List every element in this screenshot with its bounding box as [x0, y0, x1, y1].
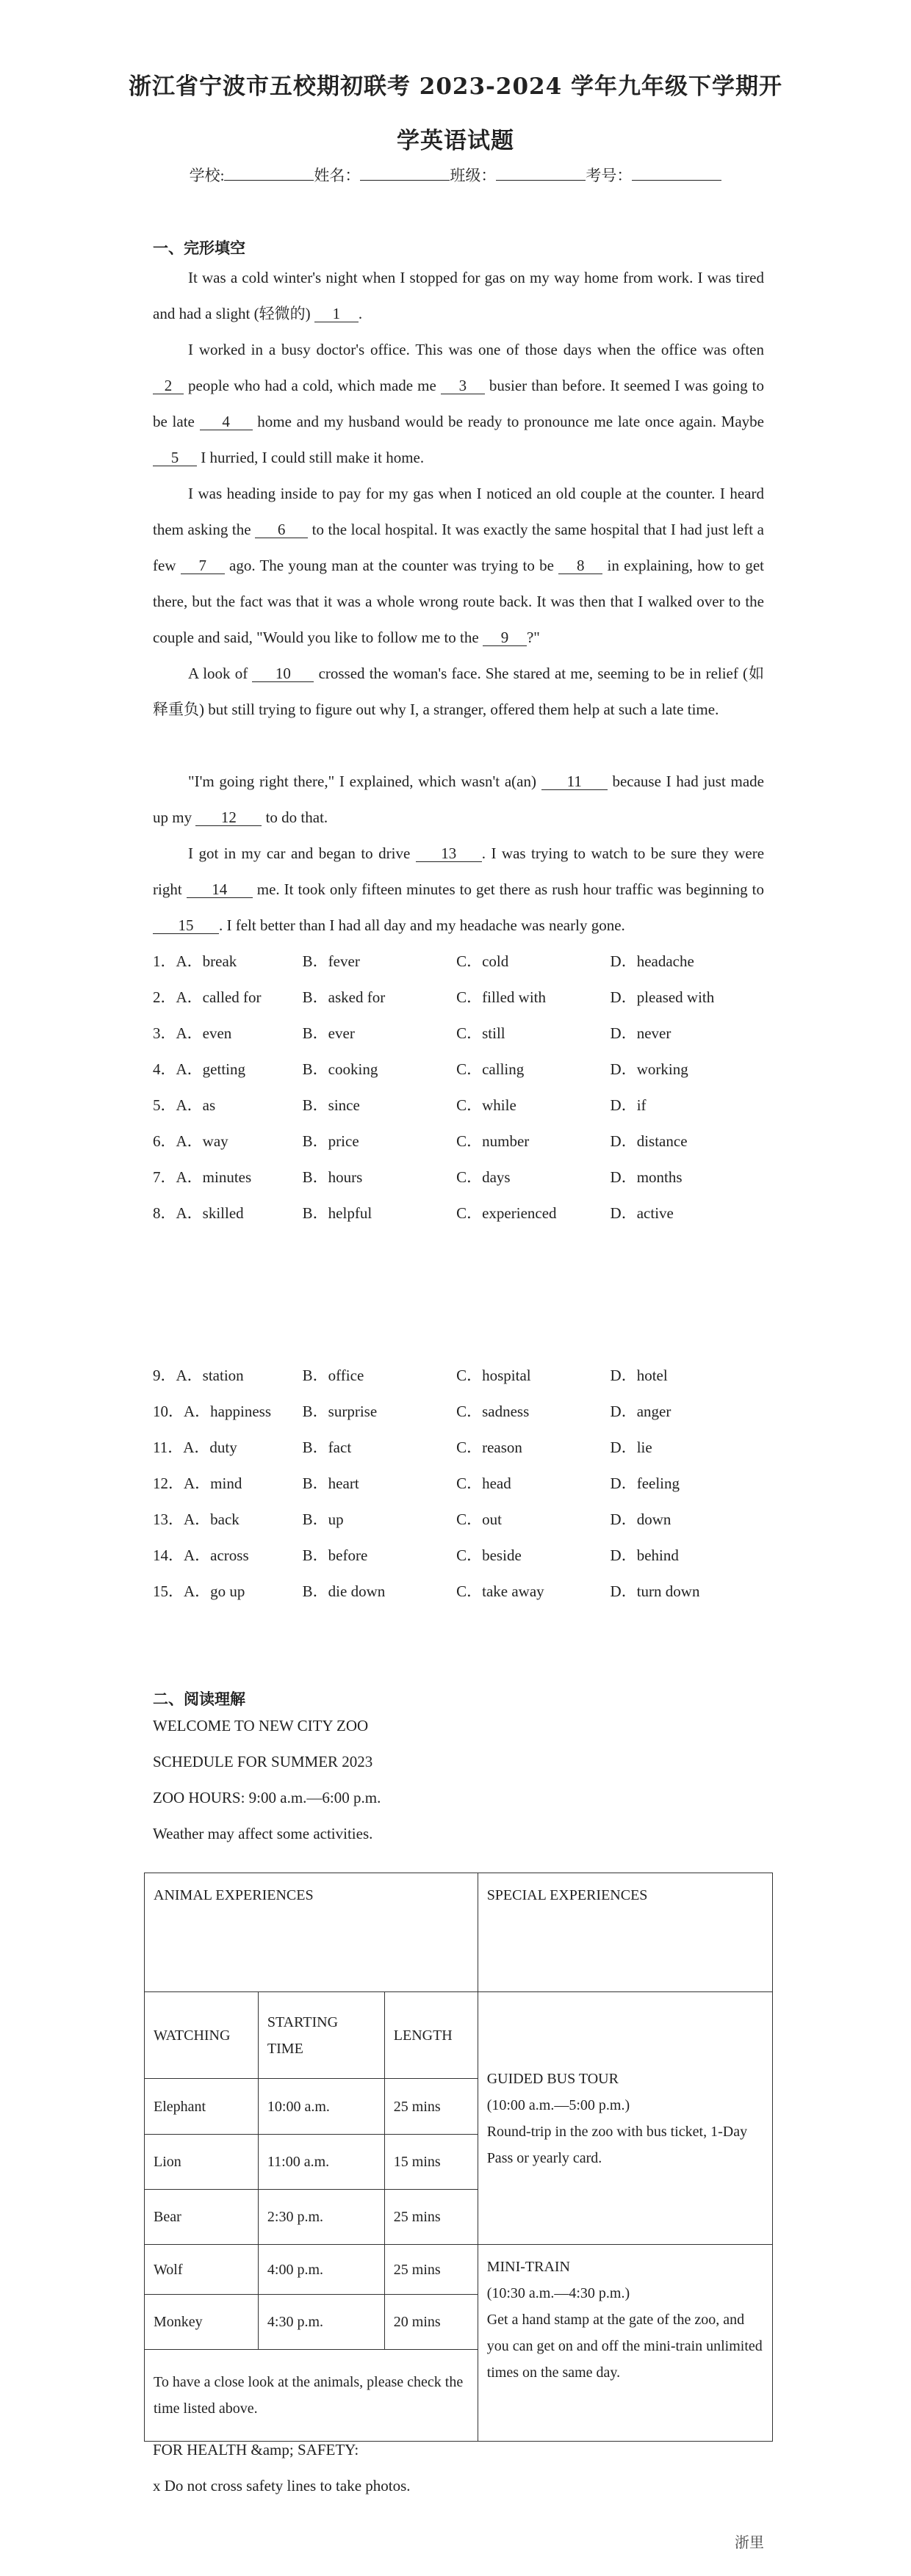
blank-5[interactable]: 5: [153, 449, 197, 466]
option-d[interactable]: D．distance: [610, 1132, 688, 1150]
blank-9[interactable]: 9: [483, 629, 527, 646]
question-row: 7．A．minutes B．hours C．days D．months: [153, 1158, 764, 1194]
option-b[interactable]: B．die down: [302, 1582, 386, 1600]
option-b[interactable]: B．before: [302, 1546, 368, 1564]
question-row: 6．A．way B．price C．number D．distance: [153, 1122, 764, 1158]
cloze-paragraph-6: I got in my car and began to drive 13 . I was trying to watch to be sure they were right 14 me. It took only fifteen minutes to get there as rush hour traffic was beginning to 15 . I felt better than I had all day and my headache was nearly gone.: [153, 844, 765, 934]
option-c[interactable]: C．cold: [456, 952, 509, 970]
start-time: 2:30 p.m.: [258, 2190, 384, 2245]
question-row: 9．A．station B．office C．hospital D．hotel: [153, 1356, 764, 1392]
health-safety-rule: x Do not cross safety lines to take photos.: [153, 2477, 411, 2494]
option-b[interactable]: B．fever: [302, 952, 360, 970]
blank-13[interactable]: 13: [416, 845, 482, 862]
option-b[interactable]: B．office: [302, 1366, 364, 1384]
class-label: 班级：: [450, 167, 497, 184]
blank-8[interactable]: 8: [558, 557, 602, 574]
mini-train-cell: [478, 2245, 772, 2442]
option-d[interactable]: D．pleased with: [610, 988, 715, 1006]
start-time: 11:00 a.m.: [258, 2135, 384, 2190]
class-blank[interactable]: [496, 165, 586, 181]
question-row: 11．A．duty B．fact C．reason D．lie: [153, 1428, 764, 1464]
option-c[interactable]: C．calling: [456, 1060, 525, 1078]
question-row: 13．A．back B．up C．out D．down: [153, 1500, 764, 1536]
question-row: 5．A．as B．since C．while D．if: [153, 1086, 764, 1122]
option-c[interactable]: C．sadness: [456, 1402, 530, 1420]
option-a: A．skilled: [176, 1204, 244, 1222]
blank-6[interactable]: 6: [255, 521, 308, 538]
option-c[interactable]: C．experienced: [456, 1204, 557, 1222]
blank-12[interactable]: 12: [195, 809, 262, 826]
option-c[interactable]: C．still: [456, 1024, 505, 1042]
blank-7[interactable]: 7: [181, 557, 225, 574]
option-c[interactable]: C．while: [456, 1096, 516, 1114]
option-c[interactable]: C．reason: [456, 1438, 522, 1456]
option-d[interactable]: D．lie: [610, 1438, 652, 1456]
bus-tour-title: GUIDED BUS TOUR: [486, 2070, 619, 2087]
zoo-schedule-table: [144, 1873, 773, 2442]
zoo-schedule: SCHEDULE FOR SUMMER 2023: [153, 1753, 373, 1770]
cloze-paragraph-3: I was heading inside to pay for my gas when I noticed an old couple at the counter. I heard them asking the 6 to the local hospital. It was exactly the same hospital that I had just left a few 7 ago. The young man at the counter was trying to be 8 in explaining, how to get there, but the fact was that it was a whole wrong route back. It was then that I walked over to the couple and said, "Would you like to follow me to the 9 ?": [153, 485, 764, 646]
question-row: 12．A．mind B．heart C．head D．feeling: [153, 1464, 764, 1500]
blank-11[interactable]: 11: [541, 773, 608, 790]
option-b[interactable]: B．cooking: [302, 1060, 378, 1078]
animal-experiences-header: ANIMAL EXPERIENCES: [145, 1873, 478, 1992]
option-b[interactable]: B．helpful: [302, 1204, 372, 1222]
question-row: 1．A．break B．fever C．cold D．headache: [153, 942, 764, 978]
length: 15 mins: [384, 2135, 478, 2190]
option-a: A．as: [176, 1096, 216, 1114]
col-length: LENGTH: [384, 1992, 478, 2079]
option-b[interactable]: B．up: [302, 1510, 344, 1528]
option-d[interactable]: D．months: [610, 1168, 683, 1186]
option-a: A．back: [184, 1510, 240, 1528]
option-d[interactable]: D．if: [610, 1096, 647, 1114]
health-safety-title: FOR HEALTH &amp; SAFETY:: [153, 2441, 359, 2459]
blank-15[interactable]: 15: [153, 917, 219, 934]
option-b[interactable]: B．surprise: [302, 1402, 378, 1420]
length: 25 mins: [384, 2190, 478, 2245]
option-d[interactable]: D．headache: [610, 952, 694, 970]
option-a: A．go up: [184, 1582, 245, 1600]
option-a: A．minutes: [176, 1168, 252, 1186]
mini-train-title: MINI-TRAIN: [486, 2259, 570, 2275]
zoo-welcome: WELCOME TO NEW CITY ZOO: [153, 1717, 369, 1734]
option-a: A．station: [176, 1366, 244, 1384]
option-c[interactable]: C．number: [456, 1132, 530, 1150]
section-heading-reading: 二、阅读理解: [153, 1690, 245, 1708]
col-watching: WATCHING: [145, 1992, 259, 2079]
guided-bus-tour-cell: [478, 1992, 772, 2245]
option-c[interactable]: C．beside: [456, 1546, 522, 1564]
option-a: A．getting: [176, 1060, 245, 1078]
option-c[interactable]: C．hospital: [456, 1366, 531, 1384]
option-a: A．break: [176, 952, 237, 970]
option-d[interactable]: D．anger: [610, 1402, 671, 1420]
question-row: 4．A．getting B．cooking C．calling D．working: [153, 1050, 764, 1086]
option-a: A．across: [184, 1546, 249, 1564]
blank-4[interactable]: 4: [200, 413, 253, 430]
option-d[interactable]: D．working: [610, 1060, 688, 1078]
page-title-line2: 学英语试题: [397, 128, 514, 154]
option-d[interactable]: D．hotel: [610, 1366, 668, 1384]
animal-name: Lion: [145, 2135, 259, 2190]
options-block-2: [153, 1356, 764, 1608]
option-b[interactable]: B．asked for: [302, 988, 386, 1006]
exam-number-label: 考号：: [586, 167, 633, 184]
exam-number-blank[interactable]: [632, 165, 721, 181]
blank-10[interactable]: 10: [252, 665, 314, 682]
option-c[interactable]: C．take away: [456, 1582, 544, 1600]
student-info-line: [0, 164, 911, 186]
option-c[interactable]: C．filled with: [456, 988, 547, 1006]
question-row: 10．A．happiness B．surprise C．sadness D．anger: [153, 1392, 764, 1428]
zoo-weather-note: Weather may affect some activities.: [153, 1825, 373, 1842]
school-label: 学校:: [189, 167, 225, 184]
option-d[interactable]: D．down: [610, 1510, 671, 1528]
mini-train-desc: Get a hand stamp at the gate of the zoo, and you can get on and off the mini-train unlimited times on the same day.: [486, 2312, 763, 2381]
option-c[interactable]: C．head: [456, 1474, 511, 1492]
option-c[interactable]: C．out: [456, 1510, 502, 1528]
option-d[interactable]: D．feeling: [610, 1474, 680, 1492]
option-a: A．way: [176, 1132, 228, 1150]
page-title-line1: 浙江省宁波市五校期初联考 2023-2024 学年九年级下学期开: [128, 73, 782, 100]
options-block-1: [153, 942, 764, 1230]
option-b[interactable]: B．fact: [302, 1438, 352, 1456]
start-time: 10:00 a.m.: [258, 2079, 384, 2135]
question-row: 2．A．called for B．asked for C．filled with D．pleased with: [153, 978, 764, 1014]
question-row: 14．A．across B．before C．beside D．behind: [153, 1536, 764, 1572]
cloze-paragraph-5: "I'm going right there," I explained, which wasn't a(an) 11 because I had just made up my 12 to do that.: [153, 773, 764, 826]
animal-name: Elephant: [145, 2079, 259, 2135]
footer-watermark: 浙里: [735, 2535, 764, 2551]
option-a: A．happiness: [184, 1402, 271, 1420]
option-b[interactable]: B．ever: [302, 1024, 355, 1042]
question-row: 3．A．even B．ever C．still D．never: [153, 1014, 764, 1050]
option-b[interactable]: B．price: [302, 1132, 359, 1150]
length: 25 mins: [384, 2079, 478, 2135]
option-d[interactable]: D．turn down: [610, 1582, 700, 1600]
length: 25 mins: [384, 2245, 478, 2295]
option-a: A．even: [176, 1024, 232, 1042]
cloze-paragraph-4: A look of 10 crossed the woman's face. She stared at me, seeming to be in relief (如释重负) but still trying to figure out why I, a stranger, offered them help at such a late time.: [153, 665, 764, 718]
school-blank[interactable]: [224, 165, 314, 181]
animal-name: Monkey: [145, 2295, 259, 2350]
option-b[interactable]: B．since: [302, 1096, 360, 1114]
name-blank[interactable]: [360, 165, 450, 181]
animal-name: Bear: [145, 2190, 259, 2245]
blank-1[interactable]: 1: [314, 305, 359, 322]
option-a: A．duty: [183, 1438, 237, 1456]
option-b[interactable]: B．heart: [302, 1474, 359, 1492]
question-row: 8．A．skilled B．helpful C．experienced D．active: [153, 1194, 764, 1230]
start-time: 4:30 p.m.: [258, 2295, 384, 2350]
mini-train-hours: (10:30 a.m.—4:30 p.m.): [486, 2285, 630, 2301]
bus-tour-hours: (10:00 a.m.—5:00 p.m.): [486, 2096, 630, 2113]
option-c[interactable]: C．days: [456, 1168, 511, 1186]
option-b[interactable]: B．hours: [302, 1168, 363, 1186]
special-experiences-header: SPECIAL EXPERIENCES: [478, 1873, 772, 1992]
option-a: A．called for: [176, 988, 262, 1006]
cloze-paragraph-1: It was a cold winter's night when I stopped for gas on my way home from work. I was tired and had a slight (轻微的) 1 .: [153, 269, 764, 322]
zoo-hours: ZOO HOURS: 9:00 a.m.—6:00 p.m.: [153, 1789, 381, 1806]
table-note: To have a close look at the animals, please check the time listed above.: [145, 2350, 478, 2442]
option-d[interactable]: D．never: [610, 1024, 671, 1042]
col-starting-time: STARTING TIME: [258, 1992, 384, 2079]
section-heading-cloze: 一、完形填空: [153, 239, 245, 257]
start-time: 4:00 p.m.: [258, 2245, 384, 2295]
question-row: 15．A．go up B．die down C．take away D．turn down: [153, 1572, 764, 1608]
length: 20 mins: [384, 2295, 478, 2350]
bus-tour-desc: Round-trip in the zoo with bus ticket, 1-Day Pass or yearly card.: [486, 2123, 748, 2166]
blank-14[interactable]: 14: [187, 881, 253, 898]
animal-name: Wolf: [145, 2245, 259, 2295]
option-a: A．mind: [184, 1474, 242, 1492]
blank-2[interactable]: 2: [153, 377, 184, 394]
blank-3[interactable]: 3: [441, 377, 485, 394]
cloze-paragraph-2: I worked in a busy doctor's office. This was one of those days when the office was often 2 people who had a cold, which made me 3 busier than before. It seemed I was going to be late 4 home and my husband would be ready to pronounce me late once again. Maybe 5 I hurried, I could still make it home.: [153, 341, 764, 466]
option-d[interactable]: D．active: [610, 1204, 674, 1222]
name-label: 姓名：: [314, 167, 361, 184]
option-d[interactable]: D．behind: [610, 1546, 679, 1564]
